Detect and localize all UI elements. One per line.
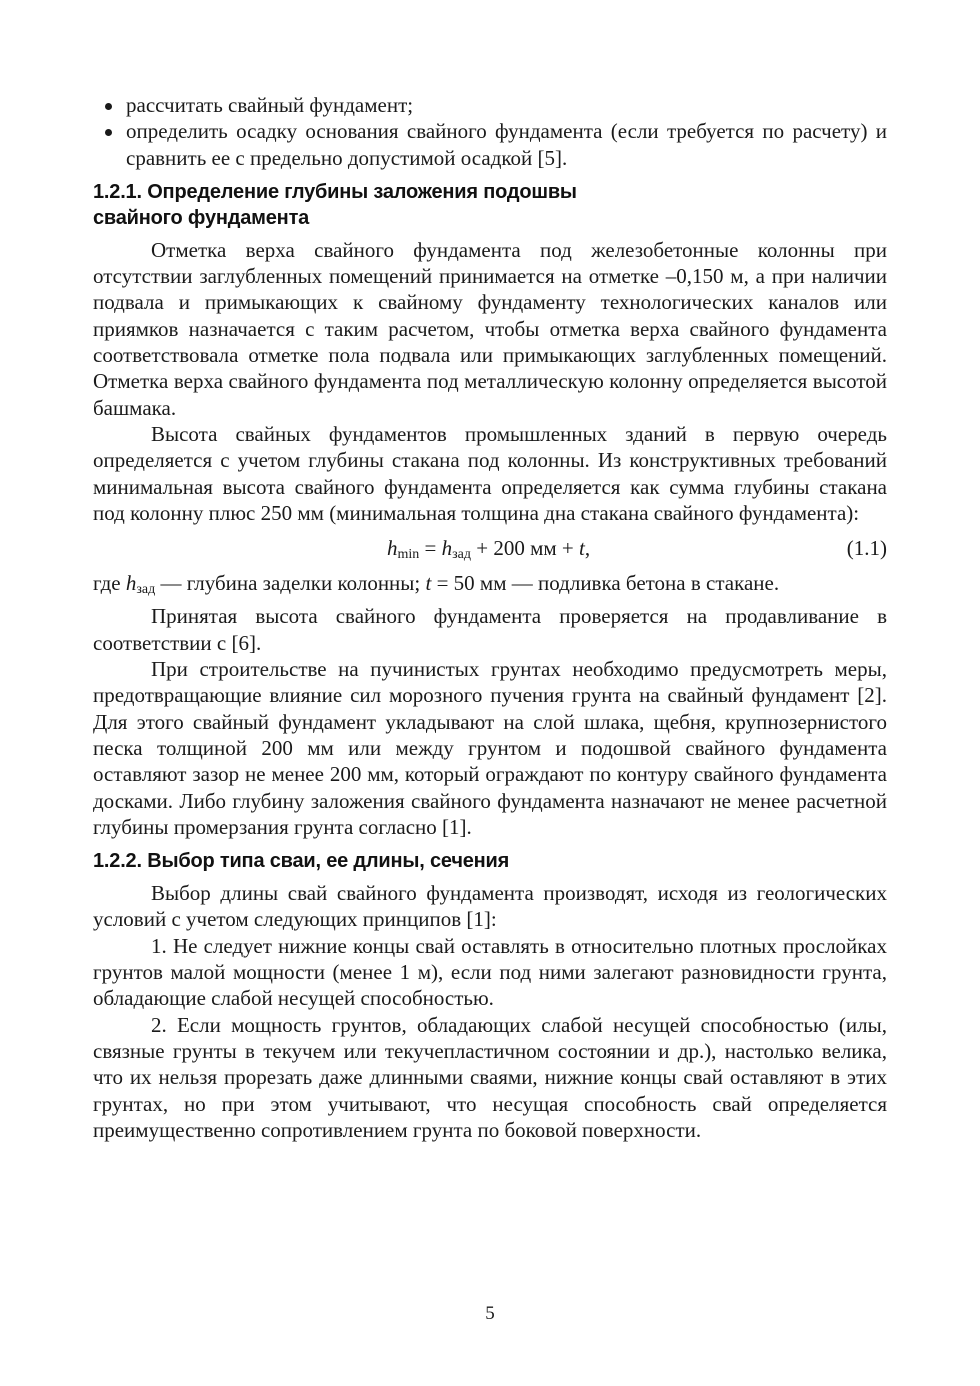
section-number: 1.2.2. xyxy=(93,850,142,873)
document-page xyxy=(93,92,887,1143)
formula-expression: $h_{min} = h_{зад} + 200$ мм + t, xyxy=(387,536,591,563)
section-title: Выбор типа сваи, ее длины, сечения xyxy=(147,850,510,873)
paragraph: При строительстве на пучинистых грунтах необходимо предусмотреть меры, предотвращающие влияние сил морозного пучения грунта на свайный фундамент [2]. Для этого свайный фундамент укладывают на слой шлака, щебня, крупнозернистого песка толщиной 200 мм или между грунтом и подошвой свайного фундамента оставляют зазор не менее 200 мм, который ограждают по контуру свайного фундамента досками. Либо глубину заложения свайного фундамента назначают не менее расчетной глубины промерзания грунта согласно [1]. xyxy=(93,657,887,839)
paragraph: Принятая высота свайного фундамента проверяется на продавливание в соответствии с [6]. xyxy=(93,604,887,655)
paragraph: 1. Не следует нижние концы свай оставлять в относительно плотных прослойках грунтов малой мощности (менее 1 м), если под ними залегают разновидности грунта, обладающие слабой несущей способностью. xyxy=(93,933,887,1011)
section-title: Определение глубины заложения подошвы свайного фундамента xyxy=(93,180,577,229)
list-item: определить осадку основания свайного фундамента (если требуется по расчету) и сравнить ее с предельно допустимой осадкой [5]. xyxy=(93,118,887,171)
intro-bullet-list xyxy=(93,92,887,171)
list-item: рассчитать свайный фундамент; xyxy=(93,92,887,118)
page-number: 5 xyxy=(485,1303,495,1324)
bullet-icon xyxy=(105,129,112,136)
section-number: 1.2.1. xyxy=(93,180,142,203)
formula-1-1 xyxy=(93,535,887,561)
paragraph: Выбор длины свай свайного фундамента производят, исходя из геологических условий с учетом следующих принципов [1]: xyxy=(93,881,887,932)
paragraph: 2. Если мощность грунтов, обладающих слабой несущей способностью (илы, связные грунты в текучем или текучепластичном состоянии и др.), настолько велика, что их нельзя прорезать даже длинными сваями, нижние концы свай оставляют в этих грунтах, но при этом учитывают, что несущая способность свай определяется преимущественно сопротивлением грунта по боковой поверхности. xyxy=(93,1012,887,1142)
paragraph: Высота свайных фундаментов промышленных зданий в первую очередь определяется с учетом глубины стакана под колонны. Из конструктивных требований минимальная высота свайного фундамента определяется как сумма глубины стакана под колонну плюс 250 мм (минимальная толщина дна стакана свайного фундамента): xyxy=(93,421,887,525)
paragraph: Отметка верха свайного фундамента под железобетонные колонны при отсутствии заглубленных помещений принимается на отметке –0,150 м, а при наличии подвала и примыкающих к свайному фундаменту технологических каналов или приямков назначается с таким расчетом, чтобы отметка верха свайного фундамента соответствовала отметке пола подвала или примыкающих заглубленных помещений. Отметка верха свайного фундамента под металлическую колонну определяется высотой башмака. xyxy=(93,237,887,420)
section-heading-1-2-1 xyxy=(93,179,887,231)
formula-number: (1.1) xyxy=(846,536,887,561)
section-heading-1-2-2 xyxy=(93,848,887,874)
formula-explanation: где $h_{зад}$ — глубина заделки колонны; t = 50 мм — подливка бетона в стакане. xyxy=(93,571,780,598)
bullet-icon xyxy=(105,103,112,110)
